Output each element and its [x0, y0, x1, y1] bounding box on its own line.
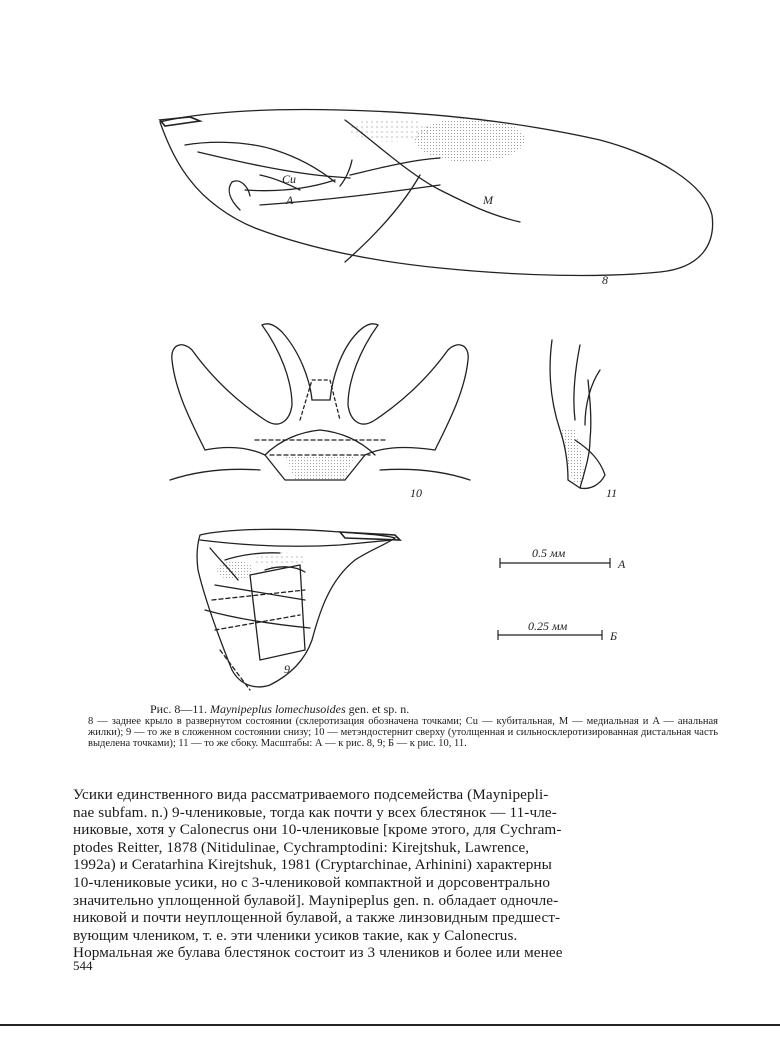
figure-number-9: 9 — [284, 662, 290, 676]
figure-caption-body: 8 — заднее крыло в развернутом состоянии (склеротизация обозначена точками; Cu — кубитальная, M — медиальная и A — анальная жилки); 9 — то же в сложенном состоянии снизу; 10 — метэндостернит сверху (утолщенная и сильносклеротизированная дистальная часть выделена точками); 11 — то же сбоку. Масштабы: А — к рис. 8, 9; Б — к рис. 10, 11. — [88, 716, 718, 749]
wing-label-a: A — [286, 193, 294, 207]
body-line: nae subfam. n.) 9-члениковые, тогда как почти у всех блестянок — 11-чле- — [73, 803, 557, 821]
scale-bar-b-value: 0.25 мм — [528, 619, 568, 633]
scale-bar-a-letter: А — [618, 557, 626, 571]
page-number: 544 — [73, 958, 93, 973]
caption-suffix: gen. et sp. n. — [348, 702, 410, 716]
scale-bar-b-letter: Б — [610, 629, 618, 643]
wing-label-m: M — [483, 193, 493, 207]
caption-prefix: Рис. 8—11. — [150, 702, 207, 716]
wing-sclerotization-dots-2 — [350, 118, 430, 142]
page-bottom-rule — [0, 1024, 780, 1026]
figure-number-11: 11 — [606, 486, 618, 500]
body-line: никовые, хотя у Calonecrus они 10-члениковые [кроме этого, для Cychram- — [73, 821, 562, 839]
body-line: Усики единственного вида рассматриваемого подсемейства (Maynipepli- — [73, 786, 549, 803]
wing-label-cu: Cu — [282, 172, 297, 186]
body-line: значительно уплощенной булавой]. Maynipeplus gen. n. обладает одночле- — [73, 891, 559, 909]
body-line: 1992a) и Ceratarhina Kirejtshuk, 1981 (Cryptarchinae, Arhinini) характерны — [73, 856, 552, 874]
folded-wing-dots — [217, 560, 253, 580]
body-line: ptodes Reitter, 1878 (Nitidulinae, Cychramptodini: Kirejtshuk, Lawrence, — [73, 838, 530, 856]
wing-sclerotization-dots — [415, 118, 525, 162]
figure-number-8: 8 — [602, 273, 608, 287]
body-paragraph — [73, 786, 713, 962]
metendosternite-dotted-area — [285, 455, 355, 480]
figure-9-folded-wing — [197, 529, 400, 690]
folded-wing-dots-2 — [255, 552, 305, 568]
body-line: Нормальная же булава блестянок состоит из 3 члеников и более или менее — [73, 944, 563, 962]
body-line: 10-члениковые усики, но с 3-члениковой компактной и дорсовентрально — [73, 873, 551, 891]
figure-caption-title — [150, 702, 650, 717]
side-dotted-area — [560, 430, 585, 485]
body-line: никовой и почти неуплощенной булавой, а также линзовидным предшест- — [73, 909, 561, 927]
body-line: вующим члеником, т. е. эти членики усиков такие, как у Calonecrus. — [73, 926, 518, 944]
figure-number-10: 10 — [410, 486, 422, 500]
caption-species: Maynipeplus lomechusoides — [209, 702, 346, 716]
scale-bar-a-value: 0.5 мм — [532, 546, 566, 560]
